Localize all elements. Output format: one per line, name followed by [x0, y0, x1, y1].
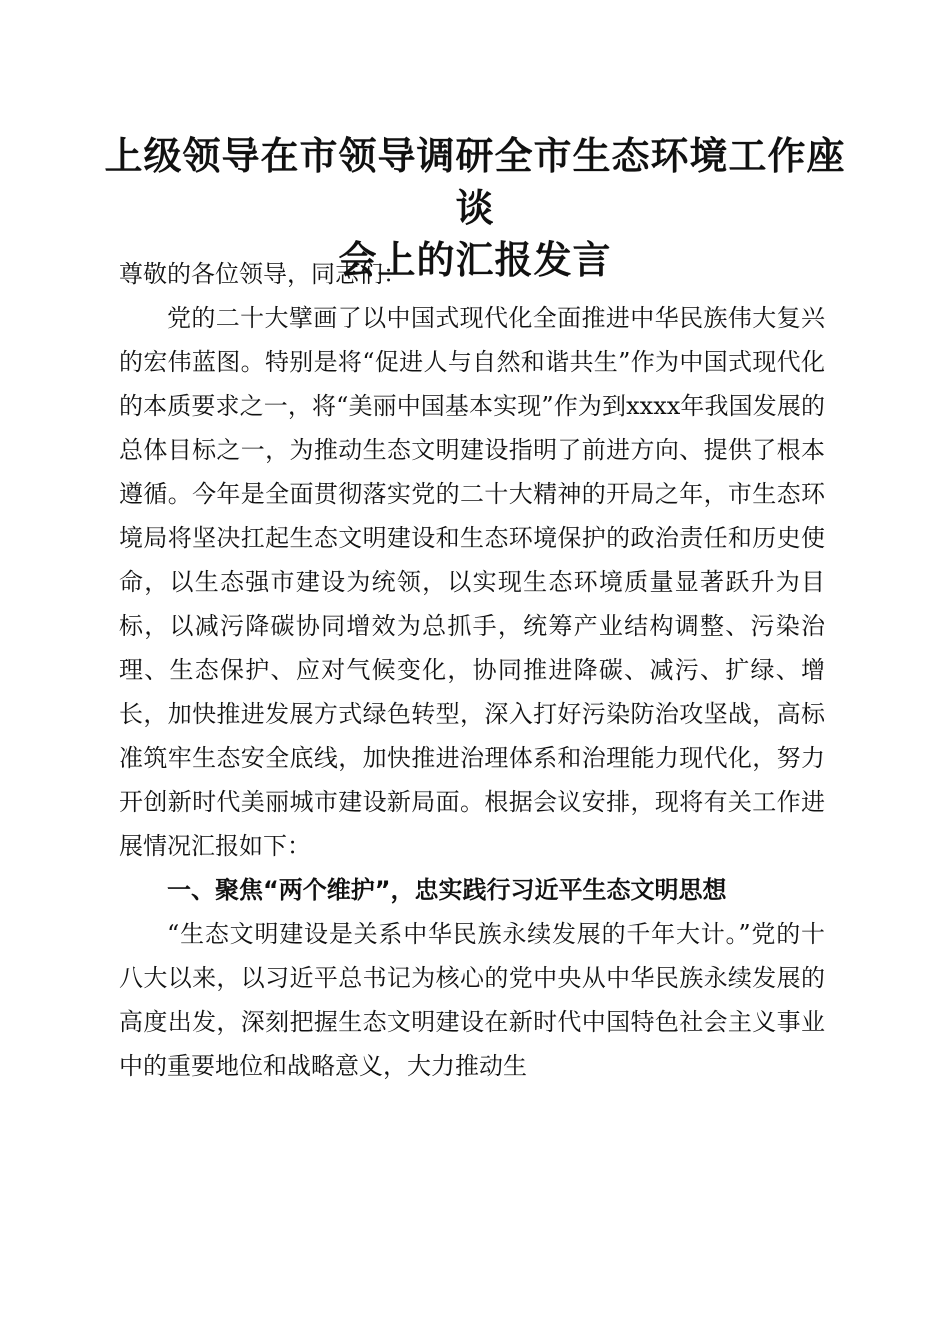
paragraph-section-1: “生态文明建设是关系中华民族永续发展的千年大计。”党的十八大以来，以习近平总书记为核心的党中央从中华民族永续发展的高度出发，深刻把握生态文明建设在新时代中国特色社会主义事业中的重要地位和战略意义，大力推动生 [119, 920, 825, 1080]
document-body [119, 252, 825, 1088]
paragraph-intro: 党的二十大擘画了以中国式现代化全面推进中华民族伟大复兴的宏伟蓝图。特别是将“促进人与自然和谐共生”作为中国式现代化的本质要求之一，将“美丽中国基本实现”作为到xxxx年我国发展的总体目标之一，为推动生态文明建设指明了前进方向、提供了根本遵循。今年是全面贯彻落实党的二十大精神的开局之年，市生态环境局将坚决扛起生态文明建设和生态环境保护的政治责任和历史使命，以生态强市建设为统领，以实现生态环境质量显著跃升为目标，以减污降碳协同增效为总抓手，统筹产业结构调整、污染治理、生态保护、应对气候变化，协同推进降碳、减污、扩绿、增长，加快推进发展方式绿色转型，深入打好污染防治攻坚战，高标准筑牢生态安全底线，加快推进治理体系和治理能力现代化，努力开创新时代美丽城市建设新局面。根据会议安排，现将有关工作进展情况汇报如下： [119, 304, 825, 860]
section-heading-1: 一、聚焦“两个维护”，忠实践行习近平生态文明思想 [167, 876, 727, 904]
title-line-1: 上级领导在市领导调研全市生态环境工作座谈 [104, 133, 846, 230]
title-line-2: 会上的汇报发言 [338, 237, 612, 282]
salutation: 尊敬的各位领导，同志们： [119, 260, 407, 288]
